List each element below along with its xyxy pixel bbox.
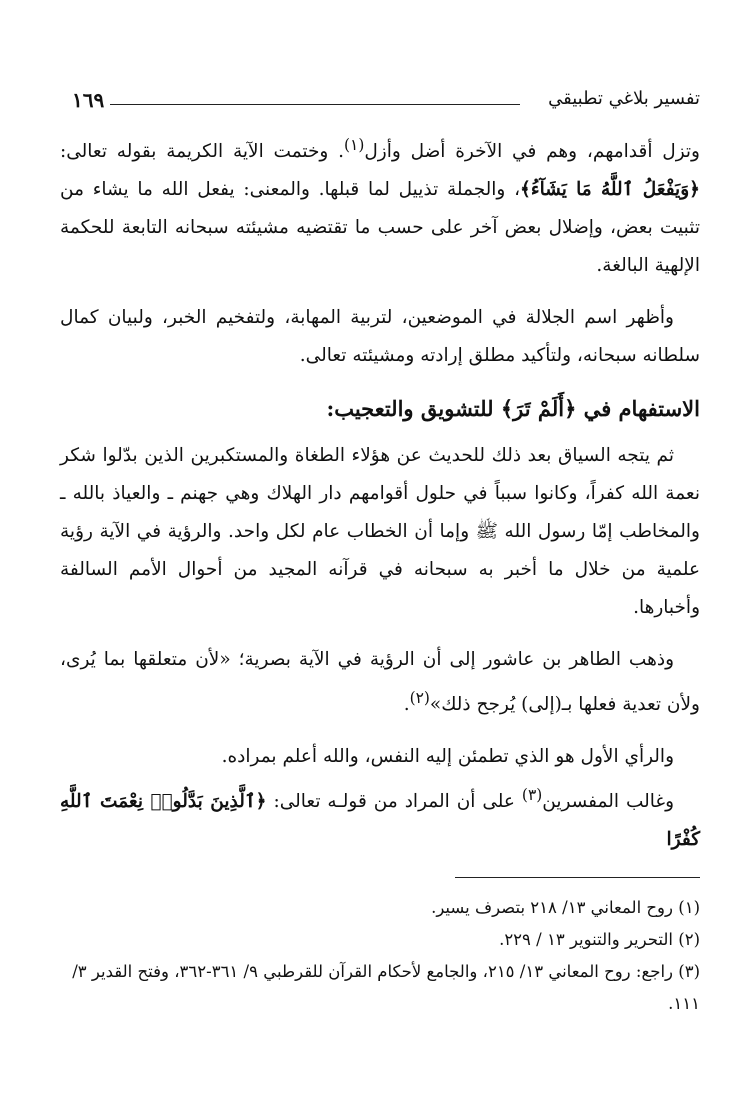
- paragraph-1-text-c: ، والجملة تذييل لما قبلها. والمعنى: يفعل الله ما يشاء من تثبيت بعض، وإضلال بعض آخر على حسب ما تقتضيه مشيئته سبحانه التابعة للحكمة الإلهية البالغة.: [60, 179, 700, 277]
- section-heading-text-b: للتشويق والتعجيب:: [326, 396, 501, 422]
- footnote-separator: [455, 877, 700, 878]
- paragraph-6: [60, 776, 700, 859]
- paragraph-6-text-b: على أن المراد من قولـه تعالى:: [266, 791, 522, 813]
- paragraph-3: ثم يتجه السياق بعد ذلك للحديث عن هؤلاء الطغاة والمستكبرين الذين بدّلوا شكر نعمة الله كفراً، وكانوا سبباً في حلول أقوامهم دار الهلاك وهي جهنم ـ والعياذ بالله ـ والمخاطب إمّا رسول الله ﷺ وإما أن الخطاب عام لكل واحد. والرؤية في الآية رؤية علمية من خلال ما أخبر به سبحانه في قرآنه المجيد من أحوال الأمم السالفة وأخبارها.: [60, 445, 700, 619]
- running-header: [60, 82, 700, 116]
- page-number: ١٦٩: [72, 88, 105, 112]
- section-heading-text-a: الاستفهام في: [576, 396, 700, 422]
- section-heading-quran: ﴿أَلَمْ تَرَ﴾: [500, 396, 577, 422]
- book-title: تفسير بلاغي تطبيقي: [548, 88, 700, 109]
- footnote-ref-2: (٢): [409, 689, 430, 708]
- paragraph-5: والرأي الأول هو الذي تطمئن إليه النفس، والله أعلم بمراده.: [221, 746, 674, 768]
- header-rule: [110, 104, 520, 105]
- paragraph-1-text-b: . وختمت الآية الكريمة بقوله تعالى:: [60, 141, 345, 163]
- footnote-ref-1: (١): [344, 136, 365, 154]
- paragraph-4-text: وذهب الطاهر بن عاشور إلى أن الرؤية في الآية بصرية؛ «لأن متعلقها بما يُرى، ولأن تعدية فعلها بـ(إلى) يُرجح ذلك»: [60, 649, 700, 716]
- paragraph-1: [60, 126, 700, 285]
- quran-quote-1: ﴿وَيَفْعَلُ ٱللَّهُ مَا يَشَآءُ﴾: [520, 179, 700, 201]
- footnote-3: (٣) راجع: روح المعاني ١٣/ ٢١٥، والجامع لأحكام القرآن للقرطبي ٩/ ٣٦١-٣٦٢، وفتح القدير ٣/ ١١١.: [72, 962, 700, 1014]
- page: [60, 82, 700, 1020]
- paragraph-2: وأظهر اسم الجلالة في الموضعين، لتربية المهابة، ولتفخيم الخبر، ولبيان كمال سلطانه سبحانه، ولتأكيد مطلق إرادته ومشيئته تعالى.: [60, 307, 700, 367]
- footnote-1: (١) روح المعاني ١٣/ ٢١٨ بتصرف يسير.: [431, 898, 700, 918]
- paragraph-1-text-a: وتزل أقدامهم، وهم في الآخرة أضل وأزل: [364, 141, 700, 163]
- paragraph-4: [60, 641, 700, 724]
- section-heading: [60, 389, 700, 429]
- quran-quote-2: ﴿ٱلَّذِينَ بَدَّلُوا۟ نِعْمَتَ ٱللَّهِ كُفْرًا: [60, 791, 700, 851]
- footnote-ref-3: (٣): [521, 786, 543, 805]
- footnote-2: (٢) التحرير والتنوير ١٣ / ٢٢٩.: [499, 930, 700, 950]
- footnotes: [60, 892, 700, 1020]
- paragraph-4-end: .: [403, 694, 410, 716]
- paragraph-6-text-a: وغالب المفسرين: [542, 791, 675, 813]
